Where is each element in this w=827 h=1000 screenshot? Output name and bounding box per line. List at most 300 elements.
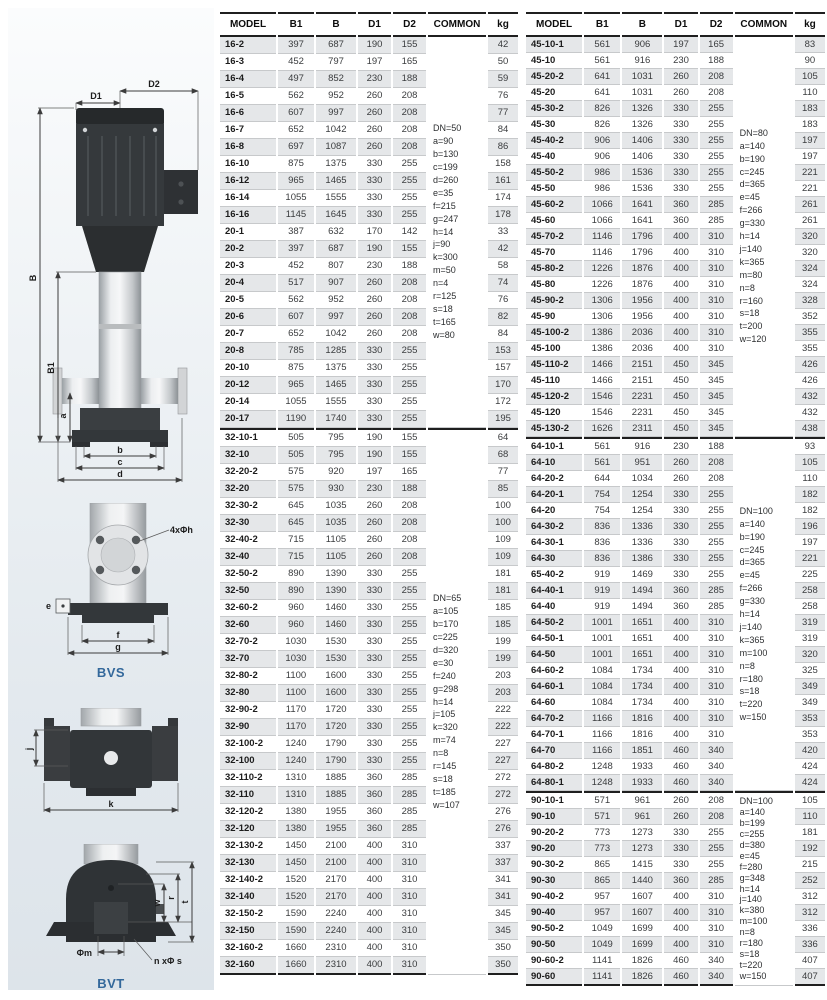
dim-cell: 400	[664, 631, 697, 647]
dim-cell: 1031	[622, 85, 662, 101]
common-dim-line: c=245	[739, 544, 765, 555]
dim-cell: 255	[700, 535, 733, 551]
dim-cell: 807	[316, 258, 356, 275]
dim-cell: 715	[278, 549, 314, 566]
dim-cell: 310	[700, 921, 733, 937]
dim-cell: 2231	[622, 389, 662, 405]
dim-cell: 450	[664, 357, 697, 373]
model-cell: 64-40	[526, 599, 582, 615]
model-cell: 32-10	[220, 447, 276, 464]
dim-cell: 255	[700, 133, 733, 149]
model-cell: 64-20-1	[526, 487, 582, 503]
dim-cell: 450	[664, 421, 697, 437]
dim-cell: 330	[664, 101, 697, 117]
kg-cell: 355	[795, 325, 825, 341]
dim-cell: 1851	[622, 743, 662, 759]
dim-cell: 208	[700, 85, 733, 101]
kg-cell: 195	[488, 411, 518, 428]
kg-cell: 225	[795, 567, 825, 583]
kg-cell: 426	[795, 357, 825, 373]
dim-cell: 1326	[622, 101, 662, 117]
dim-cell: 400	[664, 325, 697, 341]
dim-cell: 330	[664, 825, 697, 841]
dim-cell: 165	[393, 54, 426, 71]
dim-cell: 208	[700, 69, 733, 85]
dim-cell: 330	[358, 719, 391, 736]
common-dim-line: t=165	[433, 316, 456, 327]
common-dim-line: k=365	[739, 634, 765, 645]
dim-cell: 360	[664, 197, 697, 213]
dim-cell: 561	[584, 53, 620, 69]
kg-cell: 84	[488, 122, 518, 139]
kg-cell: 93	[795, 437, 825, 455]
dim-cell: 965	[278, 173, 314, 190]
dim-cell: 797	[316, 54, 356, 71]
common-dim-line: m=100	[739, 916, 768, 927]
column-header-d2: D2	[700, 12, 733, 37]
dim-cell: 1084	[584, 695, 620, 711]
dim-cell: 255	[700, 841, 733, 857]
dim-label-g: g	[115, 642, 121, 652]
dim-cell: 460	[664, 953, 697, 969]
model-cell: 20-14	[220, 394, 276, 411]
dim-cell: 255	[393, 156, 426, 173]
common-dim-line: h=14	[433, 226, 454, 237]
dim-cell: 1600	[316, 685, 356, 702]
dim-cell: 260	[358, 88, 391, 105]
dim-cell: 1555	[316, 190, 356, 207]
kg-cell: 258	[795, 599, 825, 615]
dim-cell: 1955	[316, 804, 356, 821]
common-dim-line: w=120	[739, 334, 767, 345]
dim-cell: 575	[278, 481, 314, 498]
dim-cell: 285	[700, 197, 733, 213]
model-cell: 32-100-2	[220, 736, 276, 753]
kg-cell: 68	[488, 447, 518, 464]
motor-cap	[76, 108, 164, 126]
dim-cell: 826	[584, 101, 620, 117]
dim-cell: 907	[316, 275, 356, 292]
kg-cell: 337	[488, 838, 518, 855]
dim-cell: 255	[393, 343, 426, 360]
dim-cell: 255	[700, 519, 733, 535]
dim-cell: 865	[584, 857, 620, 873]
dim-cell: 997	[316, 105, 356, 122]
model-cell: 32-40	[220, 549, 276, 566]
dim-cell: 1460	[316, 600, 356, 617]
dim-cell: 561	[584, 437, 620, 455]
kg-cell: 196	[795, 519, 825, 535]
common-dim-line: DN=80	[739, 127, 768, 138]
common-dim-line: j=140	[739, 243, 762, 254]
header-row	[526, 12, 825, 37]
dim-cell: 906	[584, 149, 620, 165]
dim-cell: 260	[664, 791, 697, 809]
dim-cell: 360	[358, 787, 391, 804]
common-dim-line: g=298	[433, 683, 459, 694]
dim-cell: 345	[700, 405, 733, 421]
dim-cell: 1375	[316, 156, 356, 173]
model-cell: 64-10	[526, 455, 582, 471]
dim-cell: 285	[393, 821, 426, 838]
dim-cell: 360	[664, 873, 697, 889]
table-row	[526, 437, 825, 455]
dim-cell: 562	[278, 88, 314, 105]
dim-cell: 330	[358, 156, 391, 173]
dim-cell: 360	[358, 821, 391, 838]
model-cell: 90-60-2	[526, 953, 582, 969]
dim-cell: 2310	[316, 957, 356, 975]
dim-cell: 1555	[316, 394, 356, 411]
dim-cell: 916	[622, 437, 662, 455]
dim-cell: 255	[700, 551, 733, 567]
model-cell: 16-2	[220, 37, 276, 54]
dim-cell: 188	[700, 53, 733, 69]
dim-cell: 865	[584, 873, 620, 889]
common-dim-line: n=8	[739, 927, 755, 938]
model-cell: 32-30-2	[220, 498, 276, 515]
common-dim-line: s=18	[433, 303, 453, 314]
dim-cell: 310	[700, 293, 733, 309]
dim-cell: 260	[358, 139, 391, 156]
dim-cell: 1254	[622, 487, 662, 503]
dim-cell: 1641	[622, 213, 662, 229]
dim-cell: 340	[700, 743, 733, 759]
kg-cell: 42	[488, 241, 518, 258]
kg-cell: 424	[795, 775, 825, 791]
dim-cell: 255	[393, 360, 426, 377]
dim-cell: 285	[393, 770, 426, 787]
dim-cell: 1546	[584, 405, 620, 421]
dim-cell: 400	[358, 872, 391, 889]
dim-cell: 1590	[278, 906, 314, 923]
dim-cell: 330	[358, 190, 391, 207]
dim-cell: 230	[664, 437, 697, 455]
dim-cell: 1956	[622, 309, 662, 325]
dim-cell: 165	[393, 464, 426, 481]
dim-cell: 1494	[622, 599, 662, 615]
dim-cell: 330	[358, 702, 391, 719]
dim-cell: 460	[664, 759, 697, 775]
dim-cell: 1546	[584, 389, 620, 405]
common-dim-line: w=150	[739, 970, 767, 981]
dim-cell: 852	[316, 71, 356, 88]
dim-cell: 208	[393, 515, 426, 532]
dim-cell: 345	[700, 421, 733, 437]
kg-cell: 197	[795, 149, 825, 165]
kg-cell: 319	[795, 615, 825, 631]
model-cell: 20-1	[220, 224, 276, 241]
kg-cell: 172	[488, 394, 518, 411]
kg-cell: 324	[795, 277, 825, 293]
dim-cell: 400	[664, 889, 697, 905]
dim-cell: 400	[664, 277, 697, 293]
dim-cell: 960	[278, 600, 314, 617]
kg-cell: 64	[488, 428, 518, 447]
dim-cell: 330	[664, 165, 697, 181]
dim-cell: 387	[278, 224, 314, 241]
kg-cell: 221	[795, 165, 825, 181]
common-dim-line: a=105	[433, 606, 459, 617]
dim-cell: 1641	[622, 197, 662, 213]
diagram-panel	[8, 8, 214, 990]
dim-cell: 2151	[622, 357, 662, 373]
model-cell: 64-20-2	[526, 471, 582, 487]
kg-cell: 336	[795, 937, 825, 953]
model-cell: 32-60-2	[220, 600, 276, 617]
dim-cell: 197	[664, 37, 697, 53]
dim-cell: 965	[278, 377, 314, 394]
model-cell: 32-30	[220, 515, 276, 532]
model-cell: 20-7	[220, 326, 276, 343]
dim-cell: 920	[316, 464, 356, 481]
dim-cell: 1390	[316, 566, 356, 583]
dim-cell: 571	[584, 791, 620, 809]
model-cell: 32-120-2	[220, 804, 276, 821]
dim-cell: 285	[700, 213, 733, 229]
dim-cell: 208	[393, 309, 426, 326]
kg-cell: 320	[795, 245, 825, 261]
model-cell: 45-130-2	[526, 421, 582, 437]
dim-cell: 310	[700, 341, 733, 357]
dim-cell: 155	[393, 447, 426, 464]
dim-cell: 400	[664, 679, 697, 695]
dim-cell: 1590	[278, 923, 314, 940]
model-cell: 32-150-2	[220, 906, 276, 923]
dim-cell: 561	[584, 37, 620, 53]
dim-cell: 460	[664, 969, 697, 986]
dim-cell: 330	[358, 377, 391, 394]
model-cell: 64-50-2	[526, 615, 582, 631]
dim-cell: 1734	[622, 679, 662, 695]
dim-cell: 400	[664, 921, 697, 937]
dim-cell: 310	[700, 631, 733, 647]
common-dim-line: g=330	[739, 596, 765, 607]
model-cell: 16-8	[220, 139, 276, 156]
dim-cell: 330	[664, 117, 697, 133]
dim-cell: 310	[700, 277, 733, 293]
dim-label-f: f	[116, 630, 120, 640]
kg-cell: 157	[488, 360, 518, 377]
common-dim-line: c=225	[433, 632, 458, 643]
common-dim-line: b=130	[433, 149, 459, 160]
dim-cell: 1170	[278, 719, 314, 736]
bvs-base-feet	[68, 603, 168, 623]
dim-cell: 155	[393, 428, 426, 447]
model-cell: 45-30-2	[526, 101, 582, 117]
model-cell: 32-70-2	[220, 634, 276, 651]
dim-cell: 452	[278, 258, 314, 275]
dim-cell: 330	[358, 651, 391, 668]
dim-cell: 310	[700, 615, 733, 631]
common-dim-line: m=80	[739, 269, 763, 280]
dim-cell: 260	[358, 275, 391, 292]
dim-cell: 1049	[584, 921, 620, 937]
kg-cell: 174	[488, 190, 518, 207]
model-cell: 64-70-1	[526, 727, 582, 743]
dim-cell: 571	[584, 809, 620, 825]
column-header-kg: kg	[488, 12, 518, 37]
dim-cell: 460	[664, 743, 697, 759]
dim-cell: 1600	[316, 668, 356, 685]
dim-cell: 330	[358, 736, 391, 753]
dim-cell: 208	[700, 471, 733, 487]
kg-cell: 350	[488, 957, 518, 975]
dim-cell: 997	[316, 309, 356, 326]
model-cell: 45-120-2	[526, 389, 582, 405]
dim-cell: 1796	[622, 229, 662, 245]
model-cell: 45-70	[526, 245, 582, 261]
kg-cell: 276	[488, 804, 518, 821]
model-cell: 64-60-1	[526, 679, 582, 695]
common-dim-line: t=220	[739, 959, 763, 970]
dim-cell: 2240	[316, 906, 356, 923]
dim-cell: 142	[393, 224, 426, 241]
kg-cell: 105	[795, 69, 825, 85]
common-dim-line: k=300	[433, 252, 458, 263]
dim-cell: 1226	[584, 261, 620, 277]
dim-cell: 310	[700, 695, 733, 711]
dim-label-d: d	[117, 469, 123, 479]
kg-cell: 199	[488, 651, 518, 668]
dim-cell: 1415	[622, 857, 662, 873]
dim-cell: 330	[358, 207, 391, 224]
model-cell: 64-80-2	[526, 759, 582, 775]
common-dim-line: n=8	[739, 282, 755, 293]
common-dim-line: a=90	[433, 136, 454, 147]
common-dim-line: w=150	[739, 712, 767, 723]
dim-label-r: r	[166, 896, 176, 900]
column-header-d1: D1	[664, 12, 697, 37]
dim-cell: 330	[358, 173, 391, 190]
common-dim-line: j=140	[739, 621, 762, 632]
kg-cell: 352	[795, 309, 825, 325]
dim-cell: 397	[278, 241, 314, 258]
common-dim-line: r=160	[739, 295, 763, 306]
common-dim-line: DN=65	[433, 593, 462, 604]
flange-side-view	[6, 708, 216, 820]
kg-cell: 84	[488, 326, 518, 343]
dim-cell: 1440	[622, 873, 662, 889]
kg-cell: 109	[488, 549, 518, 566]
dim-cell: 310	[700, 229, 733, 245]
dim-cell: 330	[664, 503, 697, 519]
common-dim-line: d=320	[433, 644, 459, 655]
common-dims-cell	[735, 437, 793, 791]
dim-cell: 497	[278, 71, 314, 88]
model-cell: 16-14	[220, 190, 276, 207]
model-cell: 32-150	[220, 923, 276, 940]
dim-cell: 1816	[622, 727, 662, 743]
dim-cell: 255	[393, 600, 426, 617]
model-cell: 32-10-1	[220, 428, 276, 447]
dim-cell: 330	[358, 343, 391, 360]
dim-cell: 330	[664, 133, 697, 149]
kg-cell: 320	[795, 647, 825, 663]
dim-cell: 310	[700, 309, 733, 325]
model-cell: 45-60-2	[526, 197, 582, 213]
dim-cell: 208	[393, 139, 426, 156]
terminal-box	[164, 170, 198, 214]
model-cell: 16-4	[220, 71, 276, 88]
dim-cell: 607	[278, 309, 314, 326]
dim-cell: 330	[664, 181, 697, 197]
dim-label-b-height: B	[28, 274, 38, 282]
dim-cell: 1651	[622, 615, 662, 631]
dim-cell: 836	[584, 535, 620, 551]
common-dim-line: h=14	[433, 696, 454, 707]
model-cell: 45-90	[526, 309, 582, 325]
dim-cell: 632	[316, 224, 356, 241]
dim-cell: 2170	[316, 872, 356, 889]
common-dim-line: f=266	[739, 583, 763, 594]
dim-cell: 255	[700, 567, 733, 583]
model-cell: 64-20	[526, 503, 582, 519]
common-dim-line: h=14	[739, 609, 760, 620]
dim-cell: 310	[700, 663, 733, 679]
kg-cell: 407	[795, 953, 825, 969]
dim-cell: 310	[393, 923, 426, 940]
kg-cell: 183	[795, 101, 825, 117]
common-dim-line: j=90	[433, 239, 451, 250]
dim-cell: 951	[622, 455, 662, 471]
table-row	[526, 37, 825, 53]
common-dim-line: b=170	[433, 619, 459, 630]
model-cell: 32-100	[220, 753, 276, 770]
dim-cell: 2170	[316, 889, 356, 906]
model-cell: 64-70	[526, 743, 582, 759]
dim-cell: 1035	[316, 515, 356, 532]
dim-cell: 1826	[622, 953, 662, 969]
dim-cell: 452	[278, 54, 314, 71]
motor-body	[76, 124, 164, 226]
dim-cell: 208	[393, 105, 426, 122]
dim-cell: 1386	[584, 341, 620, 357]
dim-cell: 1146	[584, 245, 620, 261]
table-row	[220, 428, 518, 447]
kg-cell: 349	[795, 679, 825, 695]
kg-cell: 110	[795, 809, 825, 825]
dim-cell: 330	[664, 487, 697, 503]
dim-cell: 1030	[278, 634, 314, 651]
kg-cell: 50	[488, 54, 518, 71]
model-cell: 64-70-2	[526, 711, 582, 727]
dim-cell: 1466	[584, 357, 620, 373]
model-cell: 45-80	[526, 277, 582, 293]
kg-cell: 83	[795, 37, 825, 53]
dim-cell: 836	[584, 551, 620, 567]
common-dim-line: g=330	[739, 218, 765, 229]
dim-cell: 919	[584, 567, 620, 583]
dim-cell: 1310	[278, 787, 314, 804]
model-cell: 90-10	[526, 809, 582, 825]
dim-cell: 919	[584, 583, 620, 599]
kg-cell: 42	[488, 37, 518, 54]
dim-cell: 1055	[278, 394, 314, 411]
dimension-table-left	[218, 12, 520, 975]
dim-cell: 155	[393, 241, 426, 258]
model-cell: 64-40-1	[526, 583, 582, 599]
kg-cell: 182	[795, 487, 825, 503]
common-dim-line: r=145	[433, 761, 457, 772]
dim-cell: 1465	[316, 377, 356, 394]
model-cell: 16-6	[220, 105, 276, 122]
dim-cell: 961	[622, 809, 662, 825]
dim-cell: 188	[393, 481, 426, 498]
dim-cell: 255	[393, 668, 426, 685]
model-cell: 45-20-2	[526, 69, 582, 85]
kg-cell: 337	[488, 855, 518, 872]
